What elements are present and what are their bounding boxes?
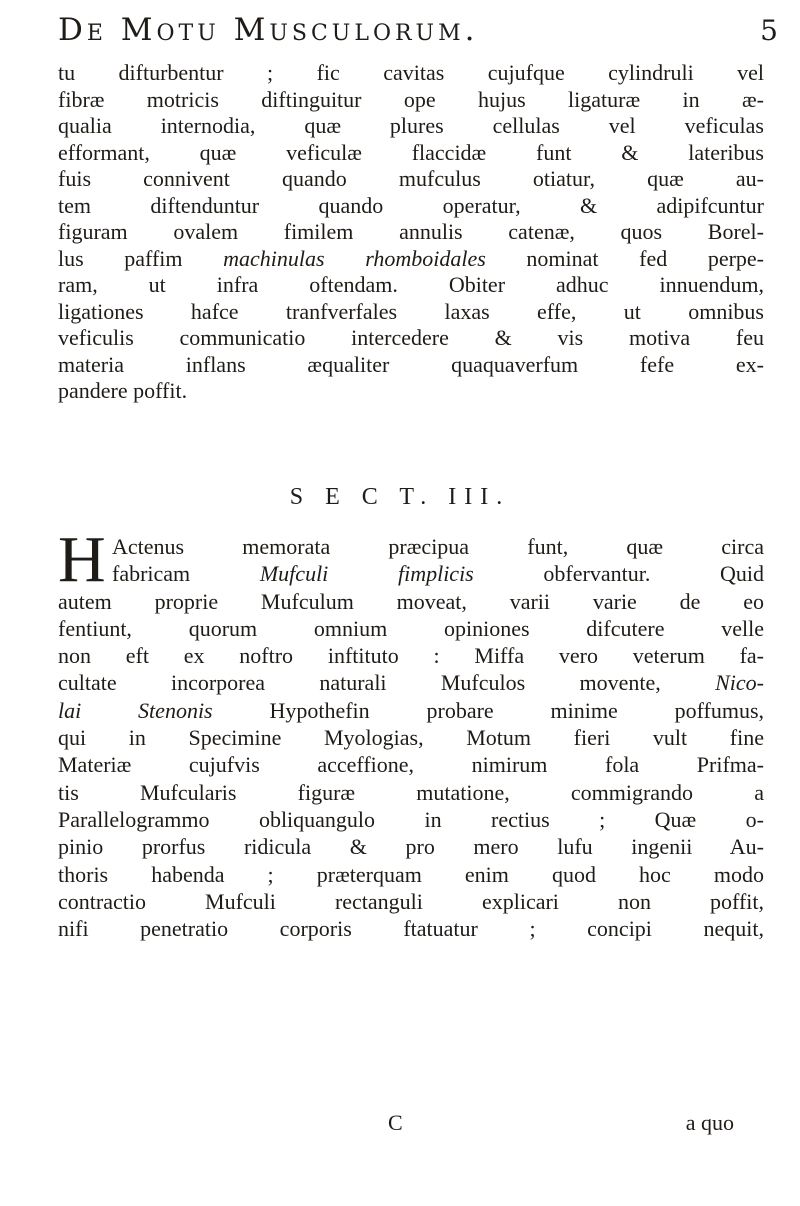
italic-term: Nico- — [715, 670, 764, 696]
text-line: pandere poffit. — [58, 378, 188, 403]
text-line: thoris habenda ; præterquam enim quod hoc modo — [58, 861, 764, 887]
text-line: veficulis communicatio intercedere & vis motiva feu — [58, 325, 764, 350]
text-line-with-italic — [58, 669, 764, 696]
text-line: autem proprie Mufculum moveat, varii varie de eo — [58, 588, 764, 614]
text-line: contractio Mufculi rectanguli explicari non poffit, — [58, 888, 764, 914]
section-heading: S E C T. III. — [289, 484, 511, 510]
italic-term: Mufculi fimplicis — [259, 561, 474, 587]
text-line: tu difturbentur ; fic cavitas cujufque cylindruli vel — [58, 60, 764, 85]
text-line: figuram ovalem fimilem annulis catenæ, quos Borel- — [58, 219, 764, 244]
text-line: fuis connivent quando mufculus otiatur, quæ au- — [58, 166, 764, 191]
text-line: qualia internodia, quæ plures cellulas vel veficulas — [58, 113, 764, 138]
text-line: efformant, quæ veficulæ flaccidæ funt & lateribus — [58, 139, 764, 165]
text-run: obfervantur. Quid — [473, 561, 765, 587]
text-line: ligationes hafce tranfverfales laxas effe, ut omnibus — [58, 298, 764, 324]
text-line: tis Mufcularis figuræ mutatione, commigrando a — [58, 779, 764, 805]
text-run: fabricam — [112, 561, 260, 587]
paragraph-continued — [58, 60, 764, 405]
text-line: fibræ motricis diftinguitur ope hujus ligaturæ in æ- — [58, 86, 764, 112]
page-number: 5 — [760, 14, 778, 47]
text-line-with-italic — [58, 246, 764, 273]
text-line: non eft ex noftro inftituto : Miffa vero veterum fa- — [58, 643, 764, 669]
running-title: De Motu Musculorum. — [58, 12, 479, 48]
text-line: Materiæ cujufvis acceffione, nimirum fola Prifma- — [58, 752, 764, 778]
catchword: a quo — [685, 1110, 734, 1135]
section-paragraph — [58, 523, 765, 942]
text-line-with-italic — [58, 560, 764, 587]
text-line: tem diftenduntur quando operatur, & adipifcuntur — [58, 192, 764, 218]
page-footer — [58, 1110, 764, 1140]
page-header — [58, 12, 778, 56]
text-run: lus paffim — [58, 245, 224, 271]
text-line: materia inflans æqualiter quaquaverfum fefe ex- — [58, 351, 764, 377]
text-run: cultate incorporea naturali Mufculos movente, — [58, 670, 716, 696]
text-run: Hypothefin probare minime poffumus, — [212, 697, 765, 723]
drop-cap: H — [58, 523, 106, 596]
signature-mark: C — [388, 1110, 403, 1135]
text-line: qui in Specimine Myologias, Motum fieri vult fine — [58, 725, 764, 751]
text-run: nominat fed perpe- — [485, 245, 764, 271]
text-line: pinio prorfus ridicula & pro mero lufu ingenii Au- — [58, 834, 764, 860]
text-line: ram, ut infra oftendam. Obiter adhuc innuendum, — [58, 272, 764, 297]
text-line-with-italic — [58, 697, 764, 724]
italic-term: lai Stenonis — [58, 697, 213, 723]
text-line: Parallelogrammo obliquangulo in rectius ; Quæ o- — [58, 806, 764, 832]
text-line: fentiunt, quorum omnium opiniones difcutere velle — [58, 615, 764, 641]
text-line: nifi penetratio corporis ftatuatur ; concipi nequit, — [58, 916, 764, 942]
italic-term: machinulas rhomboidales — [223, 245, 486, 271]
text-line: Actenus memorata præcipua funt, quæ circa — [112, 534, 764, 559]
